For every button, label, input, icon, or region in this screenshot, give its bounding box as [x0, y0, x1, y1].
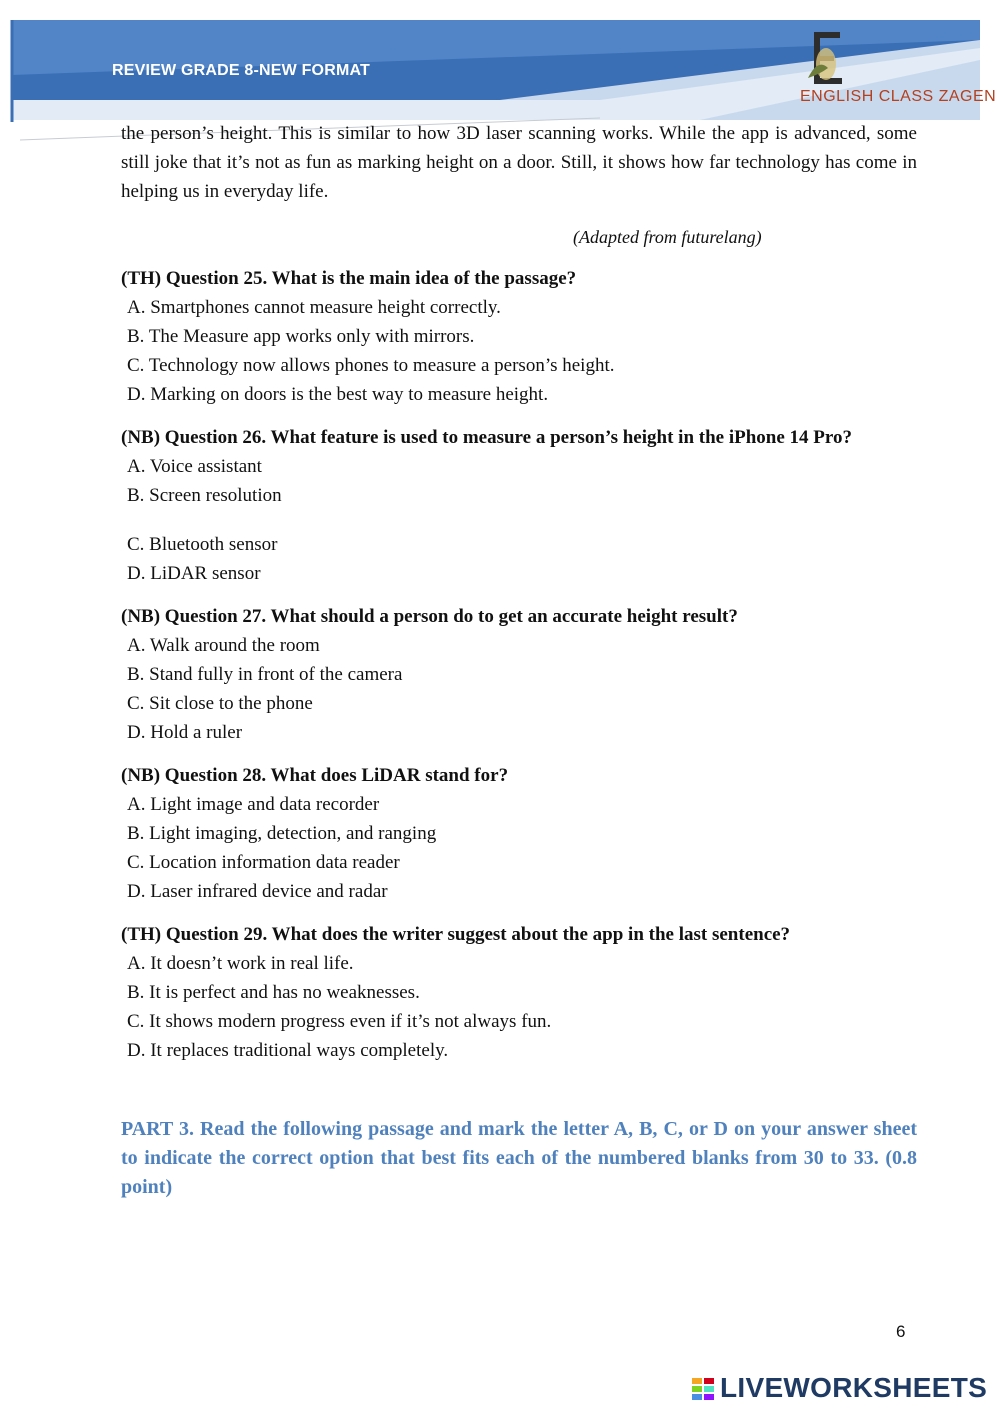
liveworksheets-logo-icon: [692, 1378, 716, 1400]
question-title: (TH) Question 29. What does the writer suggest about the app in the last sentence?: [121, 924, 791, 945]
logo: [800, 28, 997, 114]
option-a[interactable]: A. Light image and data recorder: [127, 794, 380, 815]
option-gap: [121, 510, 917, 530]
liveworksheets-brand[interactable]: [692, 1374, 992, 1404]
option-c[interactable]: C. Technology now allows phones to measure a person’s height.: [127, 355, 615, 376]
passage-text: the person’s height. This is similar to how 3D laser scanning works. While the app is advanced, some still joke that it’s not as fun as marking height on a door. Still, it shows how far technology has come in helping us in everyday life.: [121, 123, 917, 202]
passage-source: (Adapted from futurelang): [573, 227, 762, 247]
question-27: [121, 602, 917, 747]
logo-e-icon: [800, 28, 850, 88]
option-a[interactable]: A. Walk around the room: [127, 635, 320, 656]
liveworksheets-text: LIVEWORKSHEETS: [720, 1372, 988, 1403]
option-a[interactable]: A. Smartphones cannot measure height correctly.: [127, 297, 501, 318]
question-title: (TH) Question 25. What is the main idea of the passage?: [121, 268, 577, 289]
question-28: [121, 761, 917, 906]
option-b[interactable]: B. Screen resolution: [127, 485, 282, 506]
option-a[interactable]: A. Voice assistant: [127, 456, 262, 477]
option-d[interactable]: D. Hold a ruler: [127, 722, 243, 743]
option-a[interactable]: A. It doesn’t work in real life.: [127, 953, 354, 974]
option-c[interactable]: C. It shows modern progress even if it’s not always fun.: [127, 1011, 552, 1032]
part3-instructions: PART 3. Read the following passage and mark the letter A, B, C, or D on your answer sheet to indicate the correct option that best fits each of the numbered blanks from 30 to 33. (0.8 point): [121, 1118, 917, 1198]
question-25: [121, 264, 917, 409]
option-d[interactable]: D. Marking on doors is the best way to measure height.: [127, 384, 549, 405]
option-b[interactable]: B. It is perfect and has no weaknesses.: [127, 982, 420, 1003]
option-c[interactable]: C. Sit close to the phone: [127, 693, 313, 714]
page-number: 6: [896, 1322, 906, 1341]
header-title: REVIEW GRADE 8-NEW FORMAT: [112, 62, 371, 79]
option-b[interactable]: B. The Measure app works only with mirrors.: [127, 326, 475, 347]
question-title: (NB) Question 26. What feature is used to measure a person’s height in the iPhone 14 Pro?: [121, 427, 852, 448]
option-d[interactable]: D. LiDAR sensor: [127, 563, 261, 584]
worksheet-content: [121, 119, 917, 1202]
question-26: [121, 423, 917, 588]
question-title: (NB) Question 28. What does LiDAR stand for?: [121, 765, 509, 786]
option-c[interactable]: C. Location information data reader: [127, 852, 400, 873]
option-d[interactable]: D. It replaces traditional ways completely.: [127, 1040, 449, 1061]
logo-text: ENGLISH CLASS ZAGEN: [800, 88, 997, 105]
question-29: [121, 920, 917, 1065]
option-b[interactable]: B. Light imaging, detection, and ranging: [127, 823, 437, 844]
option-b[interactable]: B. Stand fully in front of the camera: [127, 664, 403, 685]
option-c[interactable]: C. Bluetooth sensor: [127, 534, 278, 555]
question-title: (NB) Question 27. What should a person do to get an accurate height result?: [121, 606, 738, 627]
option-d[interactable]: D. Laser infrared device and radar: [127, 881, 388, 902]
